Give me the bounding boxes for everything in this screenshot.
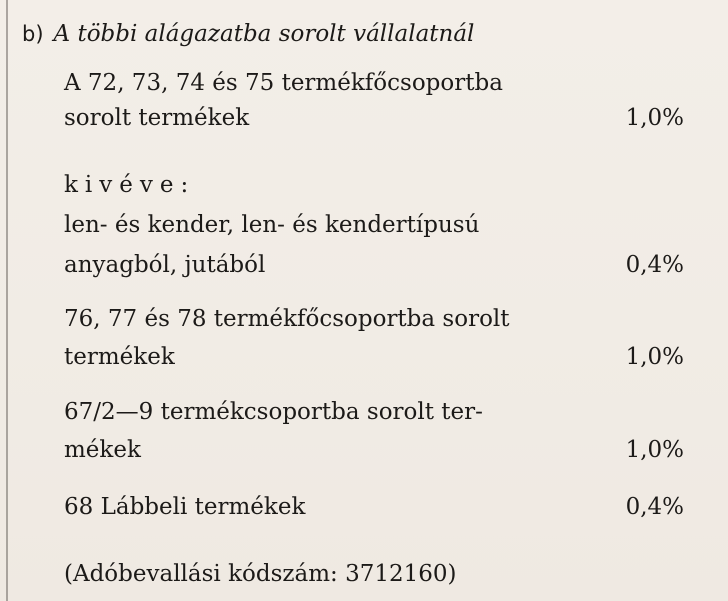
item-text: sorolt termékek bbox=[64, 105, 250, 131]
section-title: A többi alágazatba sorolt vállalatnál bbox=[53, 21, 475, 47]
item-text-line bbox=[64, 490, 684, 525]
rate-value: 0,4% bbox=[625, 252, 684, 278]
section-heading bbox=[22, 18, 474, 50]
rate-item-72-75 bbox=[64, 66, 684, 136]
rate-item-76-78 bbox=[64, 302, 684, 375]
tax-code-text: (Adóbevallási kódszám: 3712160) bbox=[64, 561, 457, 587]
item-text: anyagból, jutából bbox=[64, 252, 266, 278]
rate-item-68 bbox=[64, 490, 684, 525]
rate-value: 1,0% bbox=[625, 105, 684, 131]
exception-label: kivéve: bbox=[64, 172, 196, 198]
item-text-line: len- és kender, len- és kendertípusú bbox=[64, 212, 480, 238]
item-text-line: 76, 77 és 78 termékfőcsoportba sorolt bbox=[64, 306, 510, 332]
item-text: 68 Lábbeli termékek bbox=[64, 494, 306, 520]
section-label: b) bbox=[22, 22, 44, 46]
item-text-line bbox=[64, 101, 684, 136]
rate-value: 1,0% bbox=[625, 344, 684, 370]
item-text-line: A 72, 73, 74 és 75 termékfőcsoportba bbox=[64, 70, 503, 96]
rate-value: 1,0% bbox=[625, 437, 684, 463]
rate-item-exception bbox=[64, 168, 684, 283]
item-text: mékek bbox=[64, 437, 141, 463]
tax-code-note bbox=[64, 557, 684, 592]
item-text-line bbox=[64, 340, 684, 375]
left-margin-rule bbox=[6, 0, 8, 601]
item-text-line: 67/2—9 termékcsoportba sorolt ter- bbox=[64, 399, 483, 425]
item-text: termékek bbox=[64, 344, 175, 370]
item-text-line bbox=[64, 433, 684, 468]
rate-value: 0,4% bbox=[625, 494, 684, 520]
item-text-line bbox=[64, 248, 684, 283]
rate-item-67-2-9 bbox=[64, 395, 684, 468]
